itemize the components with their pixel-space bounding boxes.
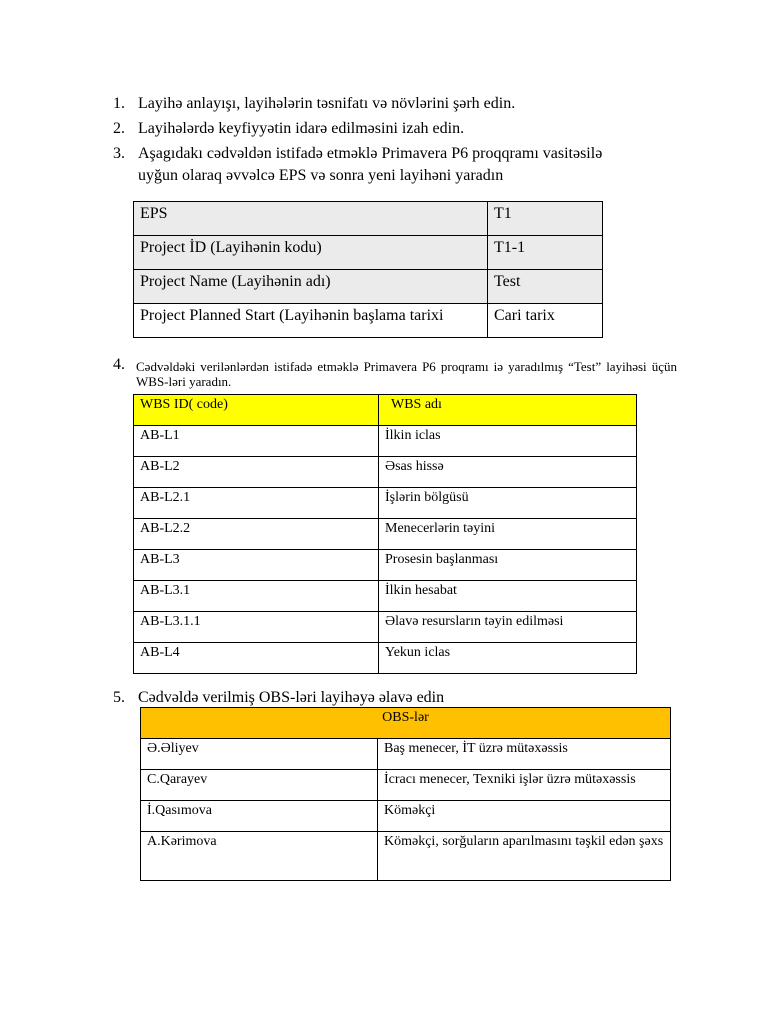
question-5-text: Cədvəldə verilmiş OBS-ləri layihəyə əlavə edin [138,689,445,706]
question-1-text: Layihə anlayışı, layihələrin təsnifatı və növlərini şərh edin. [138,95,516,112]
question-2-text: Layihələrdə keyfiyyətin idarə edilməsini izah edin. [138,120,465,137]
table-row [141,801,671,832]
wbs-table [133,394,637,674]
wbs-code-cell: AB-L2.2 [134,519,379,550]
table-row [134,488,637,519]
table-row [134,304,603,338]
wbs-name-cell: Əlavə resursların təyin edilməsi [379,612,637,643]
wbs-header-code: WBS ID( code) [134,395,379,426]
wbs-name-cell: Əsas hissə [379,457,637,488]
wbs-code-cell: AB-L1 [134,426,379,457]
table-row [134,612,637,643]
wbs-code-cell: AB-L3.1.1 [134,612,379,643]
obs-table [140,707,671,881]
question-1-number: 1. [113,95,125,112]
question-5-number: 5. [113,689,125,706]
eps-label-cell: Project Planned Start (Layihənin başlama tarixi [134,304,488,338]
obs-header-row [141,708,671,739]
table-row [141,832,671,881]
question-3 [113,143,673,187]
wbs-code-cell: AB-L4 [134,643,379,674]
obs-person-cell: C.Qarayev [141,770,378,801]
obs-person-cell: Ə.Əliyev [141,739,378,770]
wbs-name-cell: İlkin hesabat [379,581,637,612]
eps-label-cell: Project İD (Layihənin kodu) [134,236,488,270]
wbs-code-cell: AB-L2 [134,457,379,488]
table-row [141,770,671,801]
table-row [134,202,603,236]
wbs-code-cell: AB-L3 [134,550,379,581]
wbs-name-cell: Prosesin başlanması [379,550,637,581]
table-row [134,643,637,674]
eps-value-cell: T1 [488,202,603,236]
question-2-number: 2. [113,120,125,137]
question-4-number: 4. [113,356,125,373]
wbs-name-cell: Yekun iclas [379,643,637,674]
table-row [134,581,637,612]
eps-value-cell: Test [488,270,603,304]
eps-label-cell: EPS [134,202,488,236]
obs-role-cell: Köməkçi, sorğuların aparılmasını təşkil edən şəxs [378,832,671,881]
table-row [134,519,637,550]
eps-table [133,201,603,338]
question-3-text-line2: uyğun olaraq əvvəlcə EPS və sonra yeni layihəni yaradın [138,167,504,184]
obs-header-cell: OBS-lər [141,708,671,739]
table-row [134,550,637,581]
question-3-text-line1: Aşagıdakı cədvəldən istifadə etməklə Primavera P6 proqqramı vasitəsilə [138,145,603,162]
wbs-code-cell: AB-L2.1 [134,488,379,519]
wbs-header-row [134,395,637,426]
wbs-name-cell: İşlərin bölgüsü [379,488,637,519]
question-3-number: 3. [113,145,125,162]
obs-person-cell: İ.Qasımova [141,801,378,832]
eps-label-cell: Project Name (Layihənin adı) [134,270,488,304]
eps-value-cell: T1-1 [488,236,603,270]
obs-role-cell: Köməkçi [378,801,671,832]
table-row [134,426,637,457]
obs-role-cell: Baş menecer, İT üzrə mütəxəssis [378,739,671,770]
wbs-header-name: WBS adı [379,395,637,426]
wbs-name-cell: İlkin iclas [379,426,637,457]
wbs-code-cell: AB-L3.1 [134,581,379,612]
question-4-text: Cədvəldəki verilənlərdən istifadə etməklə Primavera P6 proqramı iə yaradılmış “Test” layihəsi üçün WBS-ləri yaradın. [136,359,677,389]
obs-person-cell: A.Kərimova [141,832,378,881]
table-row [141,739,671,770]
table-row [134,236,603,270]
eps-value-cell: Cari tarix [488,304,603,338]
table-row [134,457,637,488]
wbs-name-cell: Menecerlərin təyini [379,519,637,550]
obs-role-cell: İcracı menecer, Texniki işlər üzrə mütəxəssis [378,770,671,801]
table-row [134,270,603,304]
